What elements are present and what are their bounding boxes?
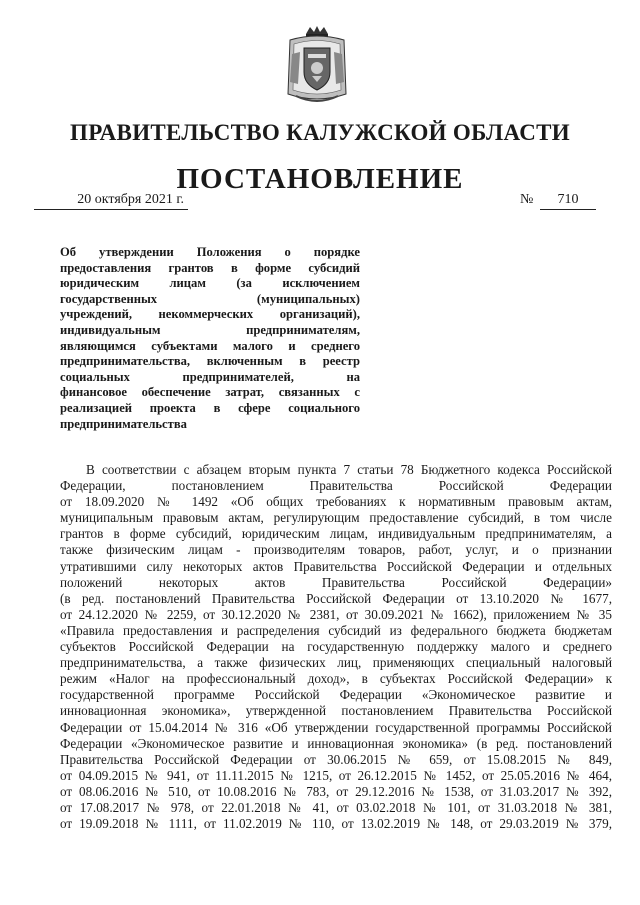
body-line: государственной программе Российской Федерации «Экономическое развитие и	[60, 687, 612, 703]
body-line: (в ред. постановлений Правительства Российской Федерации от 13.10.2020 № 1677,	[60, 590, 612, 606]
body-line: предпринимательства, а также физических лиц, применяющих специальный налоговый	[60, 655, 612, 671]
body-line: от 18.09.2020 № 1492 «Об общих требованиях к нормативным правовым актам,	[60, 494, 612, 510]
body-line: муниципальным правовым актам, регулирующим предоставление субсидий, в том числе	[60, 510, 612, 526]
body-line: субъектов Российской Федерации на государственную поддержку малого и среднего	[60, 639, 612, 655]
body-line: от 19.09.2018 № 1111, от 11.02.2019 № 110, от 13.02.2019 № 148, от 29.03.2019 № 379,	[60, 816, 612, 832]
body-line: Федерации от 15.04.2014 № 316 «Об утверждении государственной программы Российской	[60, 719, 612, 735]
body-line: режим «Налог на профессиональный доход», в субъектах Российской Федерации» к	[60, 671, 612, 687]
document-subject	[60, 245, 360, 432]
subject-line: государственных (муниципальных)	[60, 291, 360, 306]
subject-line: Об утверждении Положения о порядке	[60, 245, 360, 259]
body-line: утратившими силу некоторых актов Правительства Российской Федерации и отдельных	[60, 558, 612, 574]
coat-of-arms-emblem	[284, 24, 350, 106]
body-line: Федерации «Экономическое развитие и инновационная экономика» (в ред. постановлений	[60, 735, 612, 751]
body-line: от 08.06.2016 № 510, от 10.08.2016 № 783, от 29.12.2016 № 1538, от 31.03.2017 № 392,	[60, 783, 612, 799]
subject-line: финансовое обеспечение затрат, связанных с	[60, 385, 360, 400]
subject-line: учреждений, некоммерческих организаций),	[60, 307, 360, 322]
body-line: положений некоторых актов Правительства Российской Федерации»	[60, 574, 612, 590]
body-line: Федерации, постановлением Правительства Российской Федерации	[60, 478, 612, 494]
subject-line: юридическим лицам (за исключением	[60, 276, 360, 291]
subject-line: предоставления грантов в форме субсидий	[60, 260, 360, 275]
document-body	[60, 462, 612, 832]
body-line: от 04.09.2015 № 941, от 11.11.2015 № 1215, от 26.12.2015 № 1452, от 25.05.2016 № 464,	[60, 767, 612, 783]
body-line: от 24.12.2020 № 2259, от 30.12.2020 № 2381, от 30.09.2021 № 1662), приложением № 35	[60, 606, 612, 622]
document-date: 20 октября 2021 г.	[34, 192, 188, 210]
body-line: также физическим лицам - производителям товаров, работ, услуг, и о признании	[60, 542, 612, 558]
body-line: «Правила предоставления и распределения субсидий из федерального бюджета бюджетам	[60, 622, 612, 638]
body-line: инновационная экономика», утвержденной постановлением Правительства Российской	[60, 703, 612, 719]
body-line: В соответствии с абзацем вторым пункта 7 статьи 78 Бюджетного кодекса Российской	[86, 462, 612, 477]
body-line: грантов в форме субсидий, юридическим лицам, индивидуальным предпринимателям, а	[60, 526, 612, 542]
subject-line: предпринимательства, включенным в реестр	[60, 354, 360, 369]
subject-line: реализацией проекта в сфере социального	[60, 400, 360, 415]
subject-line: предпринимательства	[60, 416, 187, 431]
subject-line: социальных предпринимателей, на	[60, 369, 360, 384]
document-number: 710	[540, 192, 596, 210]
body-line: Правительства Российской Федерации от 30.06.2015 № 659, от 15.08.2015 № 849,	[60, 751, 612, 767]
government-title: ПРАВИТЕЛЬСТВО КАЛУЖСКОЙ ОБЛАСТИ	[70, 120, 570, 145]
document-type: ПОСТАНОВЛЕНИЕ	[176, 163, 464, 195]
body-line: от 17.08.2017 № 978, от 22.01.2018 № 41, от 03.02.2018 № 101, от 31.03.2018 № 381,	[60, 799, 612, 815]
subject-line: являющимся субъектами малого и среднего	[60, 338, 360, 353]
subject-line: индивидуальным предпринимателям,	[60, 322, 360, 337]
number-label: №	[520, 192, 534, 207]
